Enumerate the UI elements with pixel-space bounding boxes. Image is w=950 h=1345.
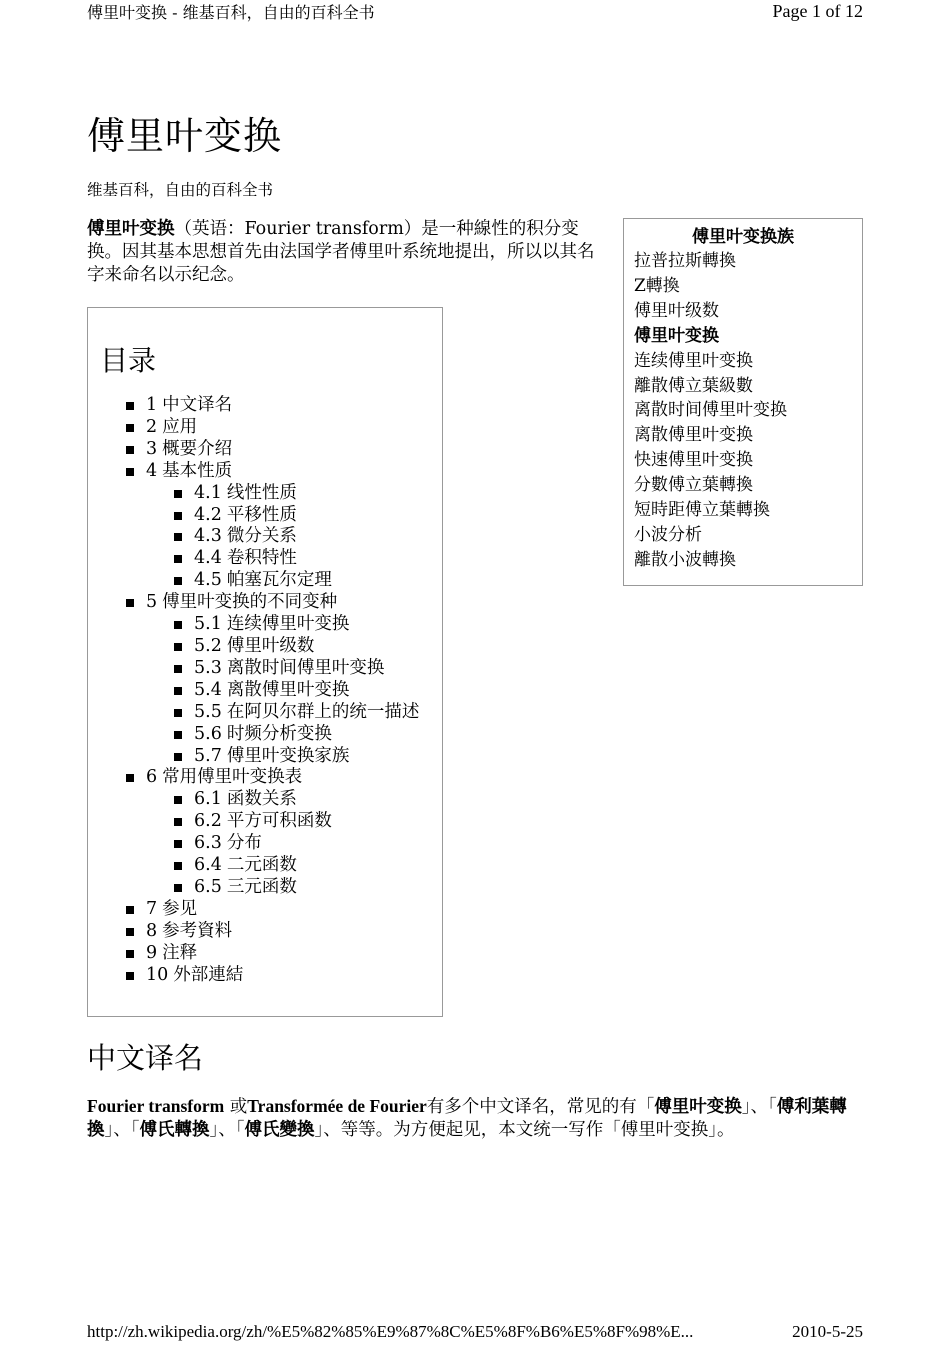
toc-item-number: 5 [146, 592, 158, 613]
text-part-5: 」、等等。为方便起见，本文统一写作「傅里叶变换」。 [314, 1120, 735, 1140]
toc-item[interactable] [174, 658, 419, 680]
toc-item[interactable] [126, 592, 419, 614]
bullet-icon [174, 512, 182, 520]
intro-term-link[interactable]: 傅里叶变换 [87, 219, 175, 239]
bullet-icon [174, 687, 182, 695]
toc-item-label: 参考資料 [162, 920, 233, 941]
toc-item[interactable] [174, 505, 419, 527]
text-part-2: 」、「 [741, 1097, 777, 1117]
bullet-icon [174, 840, 182, 848]
toc-item-number: 4.2 [194, 504, 222, 525]
translation-name-2: 傅利葉轉換 [87, 1097, 847, 1140]
bullet-icon [126, 928, 134, 936]
bullet-icon [174, 643, 182, 651]
page-indicator: Page 1 of 12 [772, 1, 863, 21]
toc-item-number: 5.7 [194, 745, 222, 766]
toc-item-number: 5.6 [194, 723, 222, 744]
toc-item-label: 平移性质 [226, 504, 297, 525]
bullet-icon [174, 731, 182, 739]
bullet-icon [126, 424, 134, 432]
toc-item-number: 3 [146, 438, 158, 459]
toc-item[interactable] [174, 724, 419, 746]
print-header [87, 0, 863, 24]
translation-paragraph [87, 1095, 863, 1142]
intro-text: （英语：Fourier transform）是一种線性的积分变换。因其基本思想首先由法国学者傅里叶系统地提出，所以以其名字来命名以示纪念。 [87, 219, 595, 285]
footer-url[interactable]: http://zh.wikipedia.org/zh/%E5%82%85%E9%87%8C%E5%8F%B6%E5%8F%98%E... [87, 1322, 694, 1341]
translation-name-3: 傅氏轉換 [139, 1120, 210, 1140]
toc-item[interactable] [174, 877, 419, 899]
infobox-item[interactable]: 拉普拉斯轉換 [634, 251, 736, 271]
print-header-title: 傅里叶变换 - 维基百科，自由的百科全书 [87, 3, 375, 22]
infobox-item[interactable]: 分數傅立葉轉換 [634, 475, 753, 496]
infobox-item[interactable]: Z轉換 [634, 275, 680, 296]
toc-item[interactable] [174, 614, 419, 636]
text-or: 或 [224, 1097, 248, 1117]
toc-item-number: 5.1 [194, 614, 222, 635]
toc-item-number: 5.2 [194, 635, 222, 656]
toc-item[interactable] [174, 789, 419, 811]
bullet-icon [174, 577, 182, 585]
toc-item-label: 线性性质 [226, 482, 297, 503]
toc-item-number: 4.1 [194, 482, 222, 503]
toc-item[interactable] [174, 526, 419, 548]
toc-item[interactable] [174, 702, 419, 724]
toc-item-number: 4 [146, 460, 158, 481]
infobox-item[interactable]: 离散时间傅里叶变换 [634, 400, 787, 421]
toc-item[interactable] [126, 943, 419, 965]
bullet-icon [174, 555, 182, 563]
bullet-icon [126, 774, 134, 782]
toc-item-number: 6.4 [194, 855, 222, 876]
bullet-icon [174, 753, 182, 761]
toc-item-label: 中文译名 [162, 395, 233, 415]
toc-item-number: 8 [146, 920, 158, 941]
toc-item[interactable] [126, 965, 419, 987]
infobox-fourier-family [623, 218, 863, 586]
toc-item-label: 卷积特性 [226, 548, 297, 569]
toc-item-label: 注释 [162, 942, 198, 963]
infobox-item[interactable]: 快速傅里叶变换 [634, 450, 753, 471]
bullet-icon [174, 533, 182, 541]
toc-item[interactable] [126, 767, 419, 789]
bullet-icon [126, 906, 134, 914]
toc-item-label: 基本性质 [162, 460, 233, 481]
bullet-icon [174, 818, 182, 826]
toc-title: 目录 [100, 344, 157, 377]
infobox-item[interactable]: 離散傅立葉級數 [634, 375, 753, 396]
bullet-icon [126, 950, 134, 958]
intro-paragraph [87, 218, 607, 287]
toc-item-label: 傅里叶变换的不同变种 [162, 592, 338, 613]
toc-item[interactable] [174, 548, 419, 570]
toc-item-number: 5.4 [194, 679, 222, 700]
toc-item[interactable] [174, 855, 419, 877]
bullet-icon [126, 599, 134, 607]
print-footer [87, 1322, 863, 1344]
term-french: Transformée de Fourier [247, 1096, 427, 1116]
toc-item[interactable] [174, 570, 419, 592]
toc-item-label: 傅里叶变换家族 [226, 745, 350, 766]
section-heading-translation: 中文译名 [87, 1041, 204, 1075]
toc-item[interactable] [174, 483, 419, 505]
toc-item-number: 2 [146, 416, 158, 437]
toc-item[interactable] [126, 461, 419, 483]
text-part-1: 有多个中文译名，常见的有「 [426, 1097, 655, 1117]
toc-item-number: 6 [146, 767, 158, 788]
infobox-item[interactable]: 离散傅里叶变换 [634, 425, 753, 446]
toc-item[interactable] [126, 417, 419, 439]
table-of-contents [87, 307, 443, 1017]
toc-item-number: 9 [146, 942, 158, 963]
bullet-icon [174, 796, 182, 804]
toc-item[interactable] [126, 921, 419, 943]
toc-item-label: 应用 [162, 416, 198, 437]
toc-item-number: 4.4 [194, 548, 222, 569]
toc-list [126, 395, 419, 986]
infobox-item[interactable]: 離散小波轉換 [634, 549, 736, 570]
infobox-item[interactable]: 傅里叶级数 [634, 300, 719, 321]
toc-item-number: 5.5 [194, 701, 222, 722]
toc-item[interactable] [174, 811, 419, 833]
toc-item[interactable] [174, 636, 419, 658]
toc-item-label: 连续傅里叶变换 [226, 614, 350, 635]
infobox-item[interactable]: 小波分析 [634, 524, 702, 545]
toc-item-number: 1 [146, 395, 158, 415]
toc-item-number: 4.3 [194, 526, 222, 547]
toc-item-label: 傅里叶级数 [226, 635, 315, 656]
toc-item-label: 微分关系 [226, 526, 297, 547]
toc-item[interactable] [126, 899, 419, 921]
infobox-item[interactable]: 傅里叶变换 [634, 325, 719, 346]
toc-item-label: 时频分析变换 [226, 723, 332, 744]
page-title: 傅里叶变换 [87, 114, 283, 158]
toc-item-label: 常用傅里叶变换表 [162, 767, 303, 788]
bullet-icon [126, 972, 134, 980]
bullet-icon [126, 468, 134, 476]
toc-item-number: 6.2 [194, 811, 222, 832]
toc-item[interactable] [174, 680, 419, 702]
site-subtitle: 维基百科，自由的百科全书 [87, 181, 274, 199]
bullet-icon [126, 402, 134, 410]
toc-item[interactable] [174, 746, 419, 768]
toc-item-number: 6.1 [194, 789, 222, 810]
bullet-icon [174, 862, 182, 870]
toc-item-number: 4.5 [194, 570, 222, 591]
text-part-3: 」、「 [104, 1120, 140, 1140]
bullet-icon [126, 446, 134, 454]
toc-item-label: 函数关系 [226, 789, 297, 810]
bullet-icon [174, 665, 182, 673]
toc-item-label: 平方可积函数 [226, 811, 332, 832]
toc-item-number: 5.3 [194, 657, 222, 678]
bullet-icon [174, 884, 182, 892]
toc-item[interactable] [174, 833, 419, 855]
toc-item-label: 概要介绍 [162, 438, 233, 459]
toc-item-label: 参见 [162, 898, 198, 919]
bullet-icon [174, 709, 182, 717]
toc-item-label: 帕塞瓦尔定理 [226, 570, 332, 591]
toc-item-label: 离散时间傅里叶变换 [226, 657, 385, 678]
translation-name-1: 傅里叶变换 [654, 1097, 742, 1117]
toc-item-number: 6.5 [194, 876, 222, 897]
toc-item-label: 分布 [226, 833, 262, 854]
toc-item-label: 外部連結 [173, 964, 244, 985]
infobox-title: 傅里叶变换族 [692, 227, 794, 247]
infobox-item[interactable]: 短時距傅立葉轉換 [634, 500, 770, 521]
translation-name-4: 傅氏變換 [244, 1120, 315, 1140]
toc-item[interactable] [126, 395, 419, 417]
infobox-list [624, 249, 862, 573]
bullet-icon [174, 621, 182, 629]
infobox-item[interactable]: 连续傅里叶变换 [634, 350, 753, 371]
toc-item-label: 二元函数 [226, 855, 297, 876]
toc-item-label: 三元函数 [226, 876, 297, 897]
toc-item-number: 6.3 [194, 833, 222, 854]
toc-item-number: 10 [146, 964, 169, 985]
toc-item-number: 7 [146, 898, 158, 919]
term-english: Fourier transform [87, 1096, 225, 1116]
toc-item-label: 离散傅里叶变换 [226, 679, 350, 700]
bullet-icon [174, 490, 182, 498]
footer-date: 2010-5-25 [792, 1322, 863, 1341]
toc-item[interactable] [126, 439, 419, 461]
text-part-4: 」、「 [209, 1120, 245, 1140]
toc-item-label: 在阿贝尔群上的统一描述 [226, 701, 420, 722]
